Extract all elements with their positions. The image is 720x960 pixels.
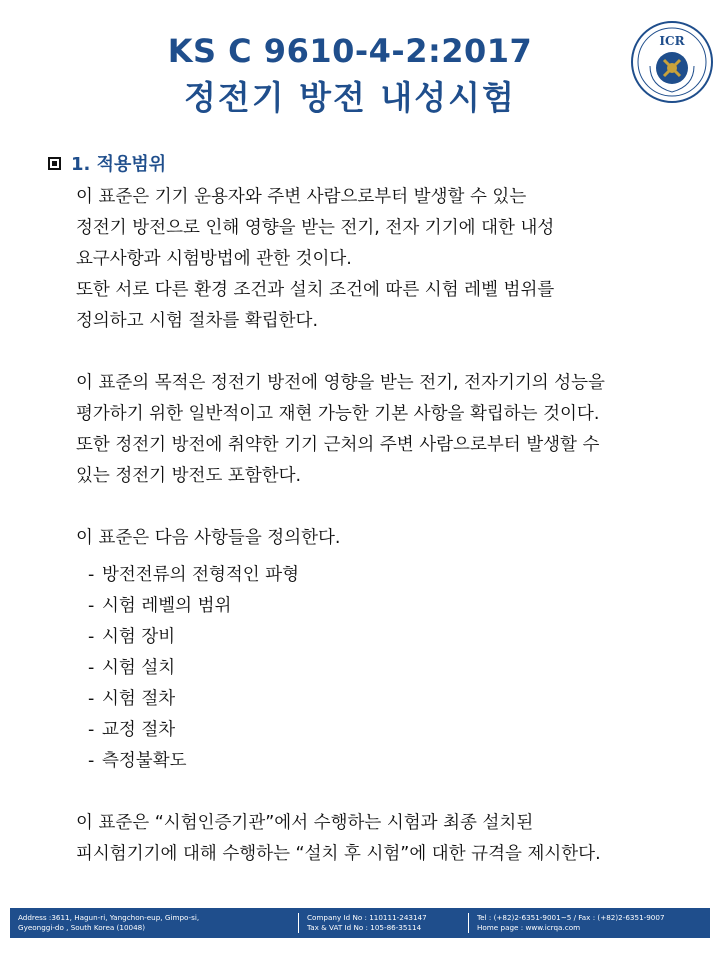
list-item: - 교정 절차 xyxy=(88,720,176,740)
list-item: - 시험 레벨의 범위 xyxy=(88,596,232,616)
footer-contact: Tel : (+82)2-6351-9001~5 / Fax : (+82)2-6351-9007 Home page : www.icrqa.com xyxy=(468,913,710,933)
paragraph-line: 평가하기 위한 일반적이고 재현 가능한 기본 사항을 확립하는 것이다. xyxy=(76,404,600,424)
bullet-square-icon xyxy=(48,157,61,170)
paragraph-line: 이 표준은 다음 사항들을 정의한다. xyxy=(76,528,341,548)
document-title-code: KS C 9610-4-2:2017 xyxy=(167,32,533,70)
paragraph-line: 이 표준은 “시험인증기관”에서 수행하는 시험과 최종 설치된 xyxy=(76,813,534,833)
list-item: - 시험 장비 xyxy=(88,627,176,647)
paragraph-line: 이 표준의 목적은 정전기 방전에 영향을 받는 전기, 전자기기의 성능을 xyxy=(76,373,605,393)
list-item: - 방전전류의 전형적인 파형 xyxy=(88,565,300,585)
icr-logo xyxy=(630,20,714,104)
footer-address: Address :3611, Hagun-ri, Yangchon-eup, Gimpo-si, Gyeonggi-do , South Korea (10048) xyxy=(18,913,200,932)
definition-list xyxy=(76,560,706,777)
paragraph-line: 정의하고 시험 절차를 확립한다. xyxy=(76,311,319,331)
paragraph-line: 있는 정전기 방전도 포함한다. xyxy=(76,466,302,486)
paragraph-line: 또한 정전기 방전에 취약한 기기 근처의 주변 사람으로부터 발생할 수 xyxy=(76,435,600,455)
list-item: - 시험 설치 xyxy=(88,658,176,678)
footer-bar xyxy=(10,908,710,938)
document-title: 정전기 방전 내성시험 xyxy=(184,78,516,117)
section-heading xyxy=(48,150,166,176)
list-item: - 측정불확도 xyxy=(88,751,187,771)
logo-text: ICR xyxy=(659,34,685,48)
section-title: 1. 적용범위 xyxy=(71,154,167,175)
homepage-link[interactable]: Home page : www.icrqa.com xyxy=(477,923,581,932)
paragraph-line: 정전기 방전으로 인해 영향을 받는 전기, 전자 기기에 대한 내성 xyxy=(76,218,555,238)
footer-ids: Company Id No : 110111-243147 Tax & VAT Id No : 105-86-35114 xyxy=(298,913,468,933)
title-block xyxy=(0,30,700,120)
list-item: - 시험 절차 xyxy=(88,689,176,709)
section-body xyxy=(76,182,706,870)
paragraph-line: 요구사항과 시험방법에 관한 것이다. xyxy=(76,249,352,269)
paragraph-line: 또한 서로 다른 환경 조건과 설치 조건에 따른 시험 레벨 범위를 xyxy=(76,280,555,300)
paragraph-line: 이 표준은 기기 운용자와 주변 사람으로부터 발생할 수 있는 xyxy=(76,187,527,207)
paragraph-line: 피시험기기에 대해 수행하는 “설치 후 시험”에 대한 규격을 제시한다. xyxy=(76,844,601,864)
